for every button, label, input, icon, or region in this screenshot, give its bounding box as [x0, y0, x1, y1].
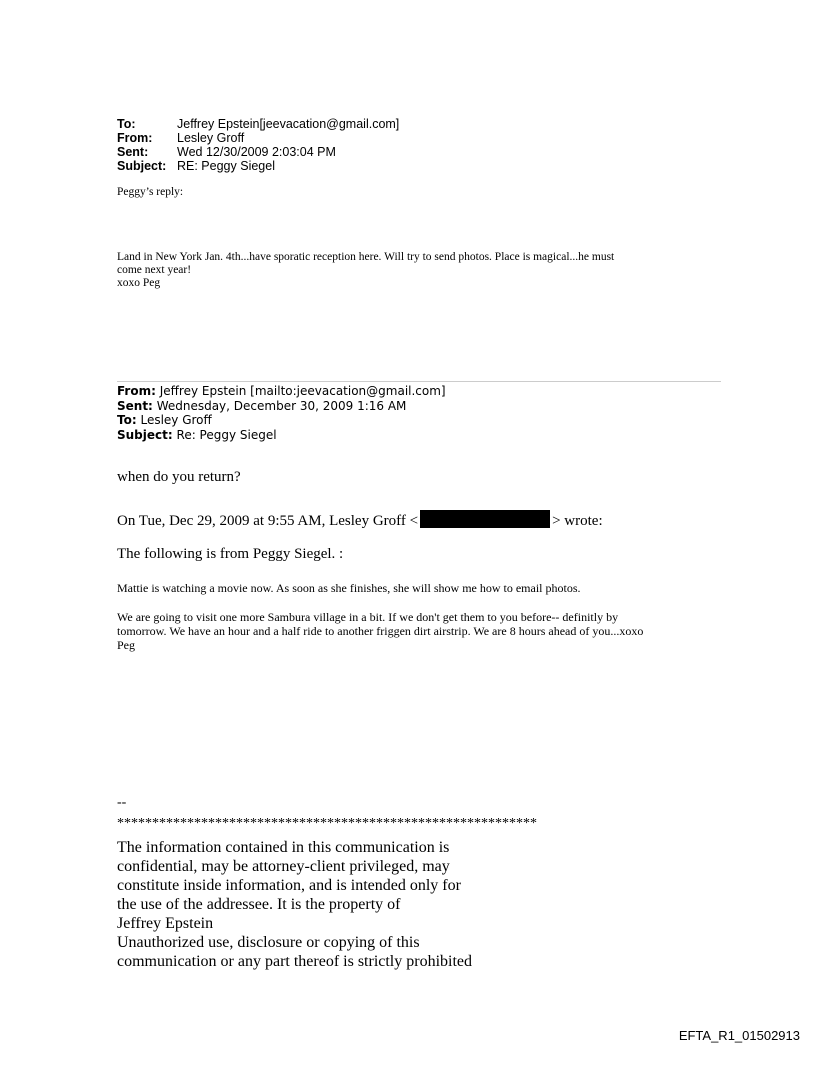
sent-value: Wed 12/30/2009 2:03:04 PM — [177, 145, 336, 159]
to-label: To: — [117, 117, 136, 131]
fwd-to-label: To: — [117, 413, 137, 427]
signature-stars: ************************************************************ — [117, 816, 537, 831]
question-text: when do you return? — [117, 469, 241, 485]
reply-body — [117, 251, 614, 290]
notice-line: constitute inside information, and is intended only for — [117, 877, 461, 894]
following-text: The following is from Peggy Siegel. : — [117, 546, 344, 562]
divider — [117, 381, 721, 382]
notice-line: communication or any part thereof is strictly prohibited — [117, 953, 473, 970]
to-value: Jeffrey Epstein[jeevacation@gmail.com] — [177, 117, 400, 131]
email-header — [117, 117, 399, 173]
subject-label: Subject: — [117, 159, 167, 173]
subject-value: RE: Peggy Siegel — [177, 159, 275, 173]
visit-line: We are going to visit one more Sambura village in a bit. If we don't get them to you before-- definitly by — [117, 610, 619, 624]
fwd-to-value: Lesley Groff — [140, 413, 212, 427]
fwd-subject-value: Re: Peggy Siegel — [176, 427, 277, 442]
intro-text: Peggy’s reply: — [117, 186, 184, 198]
from-value: Lesley Groff — [177, 131, 245, 145]
fwd-from-label: From: — [117, 384, 156, 398]
notice-line: Unauthorized use, disclosure or copying of this — [117, 934, 420, 951]
quote-attribution — [117, 510, 603, 530]
reply-line: come next year! — [117, 264, 192, 276]
mattie-text: Mattie is watching a movie now. As soon as she finishes, she will show me how to email photos. — [117, 581, 581, 595]
sent-label: Sent: — [117, 145, 149, 159]
confidentiality-notice — [117, 838, 472, 971]
reply-line: xoxo Peg — [117, 277, 161, 289]
fwd-subject-label: Subject: — [117, 427, 173, 442]
notice-line: The information contained in this communication is — [117, 839, 450, 856]
signature-dashes: -- — [117, 795, 127, 810]
forwarded-header — [117, 384, 446, 442]
fwd-sent-value: Wednesday, December 30, 2009 1:16 AM — [156, 398, 407, 413]
visit-text — [117, 610, 643, 652]
notice-line: Jeffrey Epstein — [117, 915, 214, 932]
notice-line: the use of the addressee. It is the property of — [117, 896, 401, 913]
notice-line: confidential, may be attorney-client privileged, may — [117, 858, 450, 875]
visit-line: tomorrow. We have an hour and a half ride to another friggen dirt airstrip. We are 8 hours ahead of you...xoxo — [117, 624, 644, 638]
quote-prefix: On Tue, Dec 29, 2009 at 9:55 AM, Lesley Groff < — [117, 513, 419, 529]
fwd-from-value: Jeffrey Epstein [mailto:jeevacation@gmail.com] — [159, 384, 446, 398]
document-id: EFTA_R1_01502913 — [678, 1028, 800, 1043]
from-label: From: — [117, 131, 153, 145]
visit-line: Peg — [117, 638, 135, 652]
reply-line: Land in New York Jan. 4th...have sporatic reception here. Will try to send photos. Place is magical...he must — [117, 251, 615, 263]
quote-suffix: > wrote: — [552, 513, 603, 529]
fwd-sent-label: Sent: — [117, 398, 153, 413]
redaction-box — [420, 510, 550, 528]
